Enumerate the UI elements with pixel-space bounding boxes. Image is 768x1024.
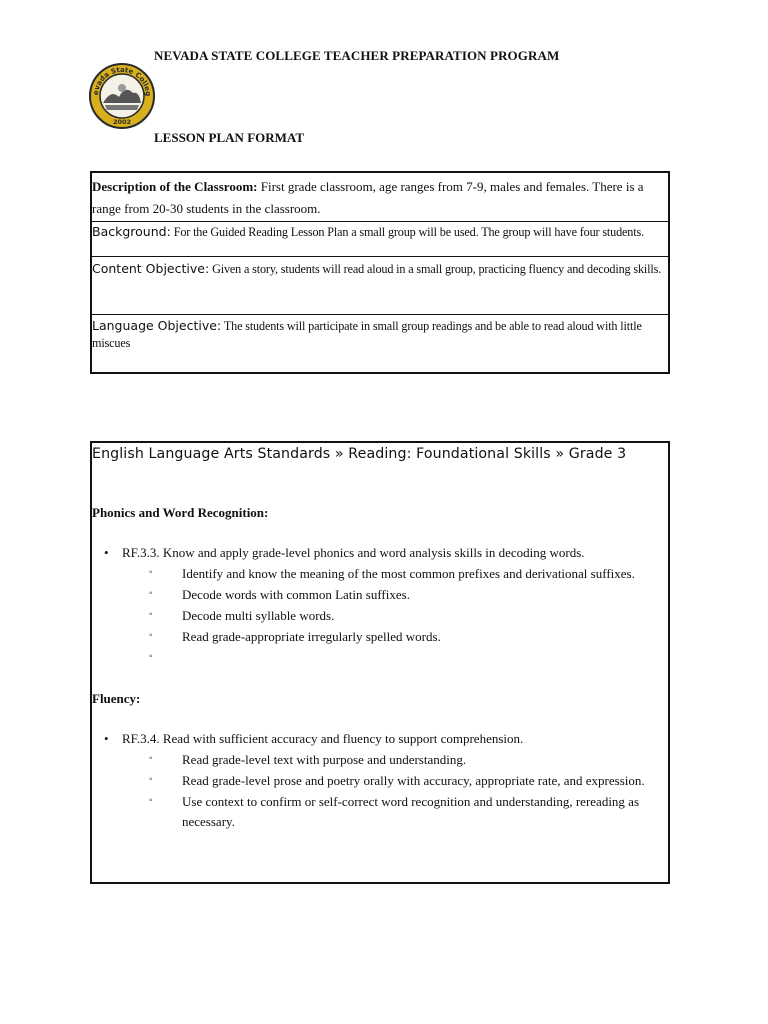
circle-bullet-icon: ◦ (149, 609, 153, 620)
circle-bullet-icon: ◦ (149, 567, 153, 578)
circle-bullet-icon: ◦ (149, 630, 153, 641)
content-objective-text: Given a story, students will read aloud in a small group, practicing fluency and decoding skills. (209, 262, 662, 276)
classroom-info-table (90, 171, 670, 374)
language-objective-text: The students will participate in small group readings and be able to read aloud with little miscues (92, 319, 642, 350)
seal-icon (89, 63, 155, 129)
list-item (92, 543, 666, 563)
language-objective-label: Language Objective: (92, 318, 222, 333)
description-label: Description of the Classroom: (92, 179, 258, 194)
content-objective-row (92, 257, 668, 315)
circle-bullet-icon: ◦ (149, 795, 153, 806)
list-item (92, 564, 666, 584)
sub-item-text: Decode multi syllable words. (182, 608, 335, 623)
page-title: NEVADA STATE COLLEGE TEACHER PREPARATION PROGRAM (154, 48, 560, 63)
background-text: For the Guided Reading Lesson Plan a small group will be used. The group will have four students. (170, 225, 644, 239)
college-seal-logo (89, 63, 155, 129)
sub-item-text: Use context to confirm or self-correct word recognition and understanding, rereading as necessary. (182, 794, 640, 829)
standards-box (90, 441, 670, 884)
standards-heading: English Language Arts Standards » Reading: Foundational Skills » Grade 3 (92, 446, 627, 462)
circle-bullet-icon: ◦ (149, 651, 153, 662)
list-item (92, 750, 666, 770)
sub-item-text: Read grade-level prose and poetry orally with accuracy, appropriate rate, and expression. (182, 773, 645, 788)
circle-bullet-icon: ◦ (149, 588, 153, 599)
description-row (92, 173, 668, 222)
description-text: First grade classroom, age ranges from 7-9, males and females. There is a range from 20-30 students in the classroom. (92, 179, 644, 216)
section-heading-fluency: Fluency: (92, 691, 141, 706)
background-label: Background: (92, 224, 171, 239)
list-item (92, 627, 666, 647)
language-objective-row (92, 315, 668, 372)
list-item (92, 585, 666, 605)
lesson-plan-subtitle: LESSON PLAN FORMAT (154, 130, 304, 145)
sub-item-text: Read grade-level text with purpose and understanding. (182, 752, 467, 767)
bullet-icon: • (104, 731, 109, 746)
section-heading-phonics: Phonics and Word Recognition: (92, 505, 269, 520)
sub-item-text: Decode words with common Latin suffixes. (182, 587, 410, 602)
standard-text: RF.3.4. Read with sufficient accuracy and fluency to support comprehension. (122, 731, 524, 746)
background-row (92, 222, 668, 257)
sub-item-text: Read grade-appropriate irregularly spelled words. (182, 629, 441, 644)
fluency-standard-list (92, 729, 666, 832)
list-item (92, 606, 666, 626)
list-item (92, 648, 666, 668)
list-item (92, 771, 666, 791)
content-objective-label: Content Objective: (92, 261, 210, 276)
list-item (92, 729, 666, 749)
sub-item-text: Identify and know the meaning of the most common prefixes and derivational suffixes. (182, 566, 635, 581)
svg-text:2002: 2002 (112, 118, 132, 126)
list-item (92, 792, 666, 832)
bullet-icon: • (104, 545, 109, 560)
circle-bullet-icon: ◦ (149, 774, 153, 785)
svg-text:Nevada State College: evada State Colleg (91, 65, 153, 97)
standard-text: RF.3.3. Know and apply grade-level phonics and word analysis skills in decoding words. (122, 545, 585, 560)
phonics-standard-list (92, 543, 666, 668)
circle-bullet-icon: ◦ (149, 753, 153, 764)
